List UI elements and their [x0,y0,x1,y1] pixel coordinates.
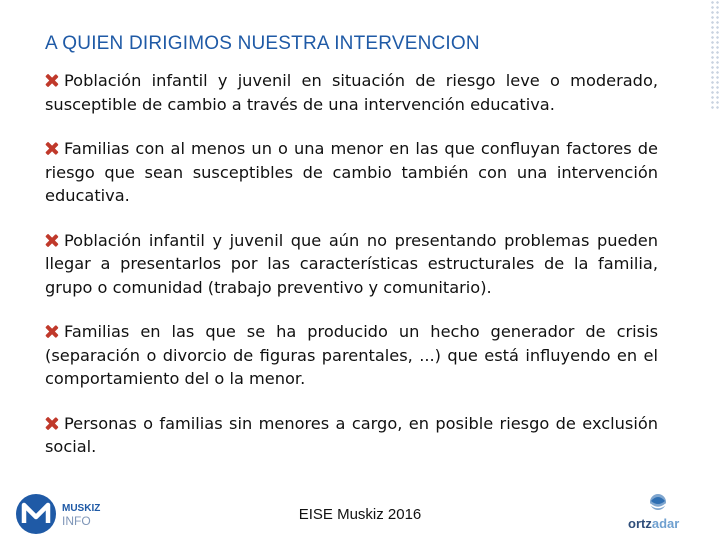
logo-text-muskiz: MUSKIZ [62,503,101,514]
x-mark-icon [45,74,58,87]
bullet-item-3 [45,229,658,300]
logo-text-ortz: ortz [628,516,652,531]
x-mark-icon [45,417,58,430]
x-mark-icon [45,234,58,247]
bullet-list [45,69,658,480]
bullet-item-2 [45,137,658,208]
ortzadar-logo [624,490,716,536]
bullet-text: Familias en las que se ha producido un hecho generador de crisis (separación o divorcio de figuras parentales, ...) que está influyendo en el comportamiento del o la menor. [45,322,658,388]
logo-text-info: INFO [62,514,91,528]
bullet-text: Personas o familias sin menores a cargo, en posible riesgo de exclusión social. [45,413,658,456]
bullet-text: Familias con al menos un o una menor en las que confluyan factores de riesgo que sean susceptibles de cambio también con una intervención educativa. [45,139,658,205]
slide-title: A QUIEN DIRIGIMOS NUESTRA INTERVENCION [45,33,480,54]
bullet-item-4 [45,320,658,391]
x-mark-icon [45,325,58,338]
bullet-text: Población infantil y juvenil que aún no presentando problemas pueden llegar a presentarlos por las características estructurales de la familia, grupo o comunidad (trabajo preventivo y comunitario). [45,230,658,297]
bullet-item-5 [45,412,658,459]
bullet-text: Población infantil y juvenil en situación de riesgo leve o moderado, susceptible de cambio a través de una intervención educativa. [45,71,658,114]
bullet-item-1 [45,69,658,116]
svg-text:ortzadar [628,516,679,531]
x-mark-icon [45,142,58,155]
logo-text-adar: adar [651,516,680,531]
decorative-dot-pattern [710,0,720,110]
footer-text: EISE Muskiz 2016 [298,506,422,523]
